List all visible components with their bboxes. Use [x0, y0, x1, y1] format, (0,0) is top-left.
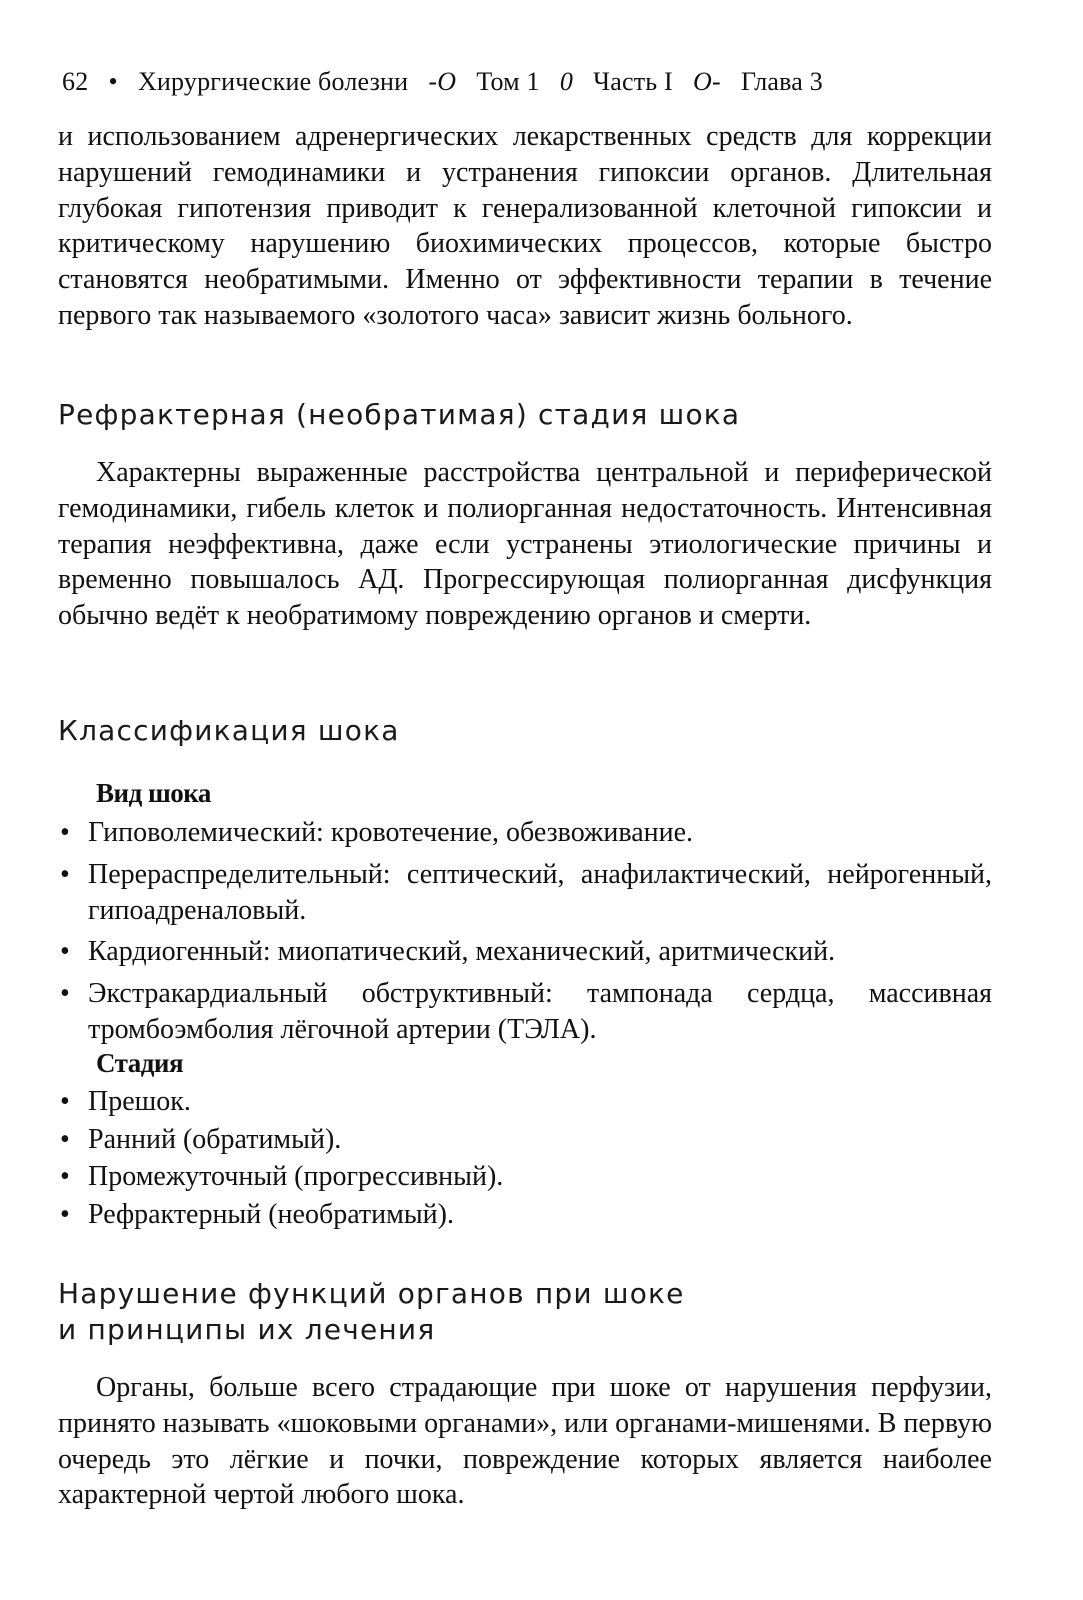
list-item: • Рефрактерный (необратимый). [58, 1196, 992, 1234]
shock-type-list [58, 815, 992, 1054]
header-mark: 0 [559, 67, 574, 96]
refractory-paragraph-block [58, 455, 992, 634]
header-mark: -O [428, 67, 457, 96]
page-number: 62 [62, 67, 89, 96]
list-item: • Гиповолемический: кровотечение, обезвоживание. [58, 815, 992, 851]
list-item: • Экстракардиальный обструктивный: тампонада сердца, массивная тромбоэмболия лёгочной артерии (ТЭЛА). [60, 978, 992, 1045]
chapter-label: Глава 3 [740, 67, 823, 96]
part-label: Часть I [593, 67, 673, 96]
subheading-stage: Стадия [96, 1048, 184, 1078]
section-heading-organs-line1: Нарушение функций органов при шоке [58, 1277, 685, 1310]
volume-label: Том 1 [476, 67, 540, 96]
stage-list [58, 1083, 992, 1233]
section-heading-organs-line2: и принципы их лечения [58, 1313, 436, 1346]
separator-bullet: • [108, 67, 118, 96]
bullet-glyph: • [60, 1161, 70, 1192]
bullet-glyph: • [60, 1086, 70, 1117]
bullet-glyph: • [60, 1198, 70, 1230]
organs-paragraph-block [58, 1370, 992, 1513]
bullet-glyph: • [60, 858, 70, 890]
list-item: • Промежуточный (прогрессивный). [58, 1158, 992, 1196]
list-item: • Кардиогенный: миопатический, механический, аритмический. [58, 934, 992, 970]
bullet-glyph: • [60, 1123, 70, 1155]
list-item: • Перераспределительный: септический, анафилактический, нейрогенный, гипоадреналовый. [60, 858, 992, 926]
organs-paragraph: Органы, больше всего страдающие при шоке от нарушения перфузии, принято называть «шоковыми органами», или органами-мишенями. В первую очередь это лёгкие и почки, повреждение которых является наиболее характерной чертой любого шока. [58, 1372, 992, 1511]
intro-paragraph-block [58, 119, 992, 334]
list-item: • Прешок. [58, 1083, 992, 1121]
section-heading-classification: Классификация шока [58, 714, 400, 747]
bullet-glyph: • [60, 817, 70, 848]
section-heading-refractory: Рефрактерная (необратимая) стадия шока [58, 398, 741, 431]
subheading-shock-type: Вид шока [96, 778, 211, 808]
section-heading-organs [58, 1276, 958, 1348]
intro-paragraph: и использованием адренергических лекарственных средств для коррекции нарушений гемодинамики и устранения гипоксии органов. Длительная глубокая гипотензия приводит к генерализованной клеточной гипоксии и критическому нарушению биохимических процессов, которые быстро становятся необратимыми. Именно от эффективности терапии в течение первого так называемого «золотого часа» зависит жизнь больного. [58, 121, 992, 331]
refractory-paragraph: Характерны выраженные расстройства центральной и периферической гемодинамики, гибель клеток и полиорганная недостаточность. Интенсивная терапия неэффективна, даже если устранены этиологические причины и временно повышалось АД. Прогрессирующая полиорганная дисфункция обычно ведёт к необратимому повреждению органов и смерти. [58, 457, 992, 632]
header-mark: O- [693, 67, 721, 96]
running-head [62, 66, 823, 98]
list-item: • Ранний (обратимый). [58, 1121, 992, 1159]
bullet-glyph: • [60, 978, 70, 1010]
book-title: Хирургические болезни [137, 67, 409, 96]
bullet-glyph: • [60, 936, 70, 968]
